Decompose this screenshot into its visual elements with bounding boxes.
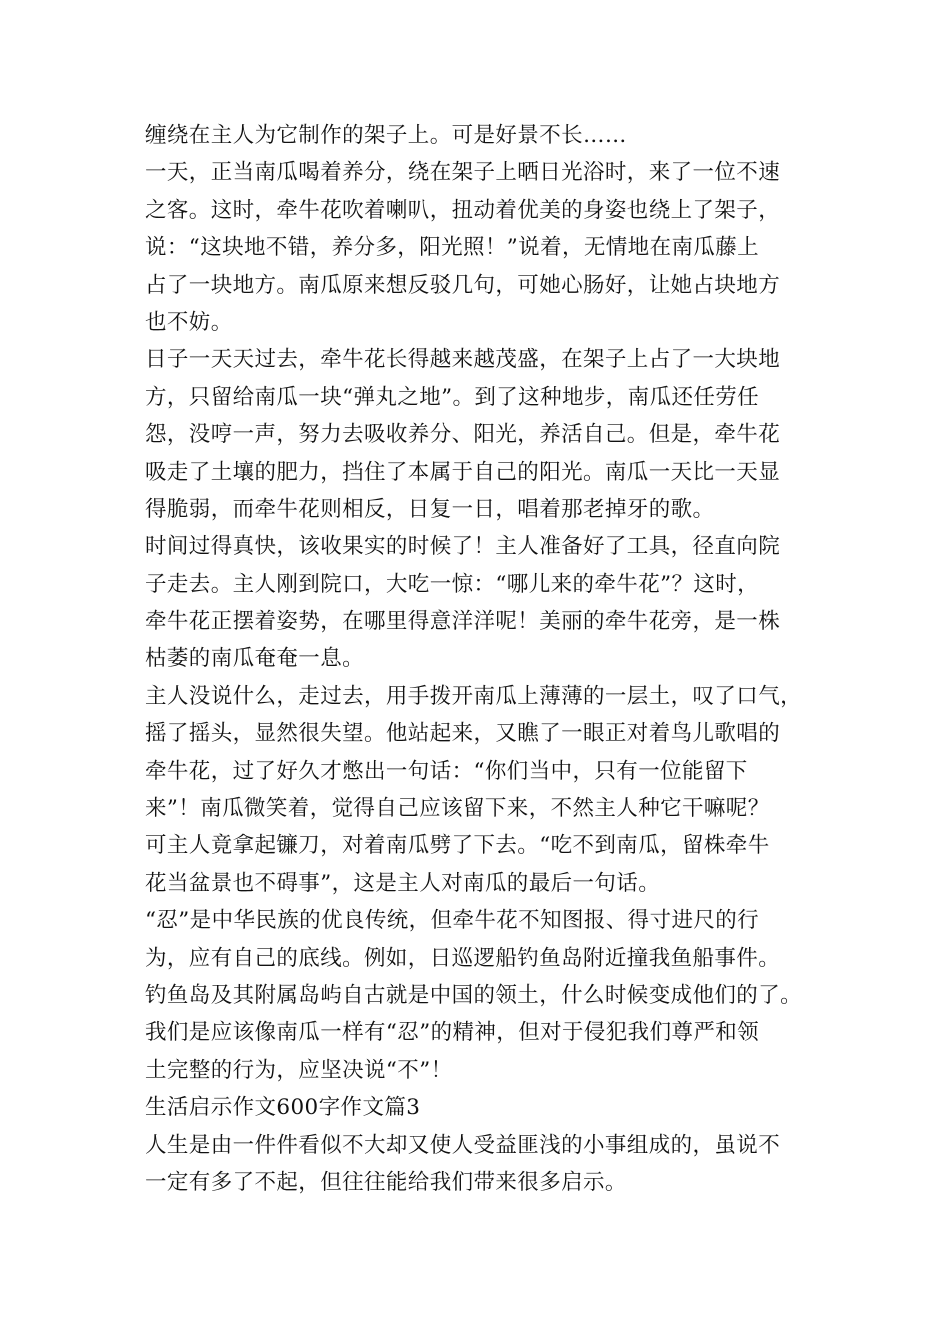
text-line: 之客。这时，牵牛花吹着喇叭，扭动着优美的身姿也绕上了架子， [145,197,781,223]
text-line: “忍”是中华民族的优良传统，但牵牛花不知图报、得寸进尺的行 [145,908,760,934]
text-line: 枯萎的南瓜奄奄一息。 [145,646,365,672]
text-line: 土完整的行为，应坚决说“不”！ [145,1057,453,1083]
text-line: 时间过得真快，该收果实的时候了！主人准备好了工具，径直向院 [145,534,781,560]
text-line: 一天，正当南瓜喝着养分，绕在架子上晒日光浴时，来了一位不速 [145,160,781,186]
text-line: 方，只留给南瓜一块“弹丸之地”。到了这种地步，南瓜还任劳任 [145,384,760,410]
text-line: 缠绕在主人为它制作的架子上。可是好景不长…… [145,123,627,148]
text-line: 人生是由一件件看似不大却又使人受益匪浅的小事组成的，虽说不 [145,1132,781,1158]
text-line: 来”！南瓜微笑着，觉得自己应该留下来，不然主人种它干嘛呢？ [145,796,770,822]
text-line: 一定有多了不起，但往往能给我们带来很多启示。 [145,1169,627,1195]
text-line: 主人没说什么，走过去，用手拨开南瓜上薄薄的一层土，叹了口气， [145,683,803,709]
text-line: 吸走了土壤的肥力，挡住了本属于自己的阳光。南瓜一天比一天显 [145,459,781,485]
text-line: 我们是应该像南瓜一样有“忍”的精神，但对于侵犯我们尊严和领 [145,1020,760,1046]
text-line: 日子一天天过去，牵牛花长得越来越茂盛，在架子上占了一大块地 [145,347,781,373]
text-line: 也不妨。 [145,309,233,335]
text-line: 说：“这块地不错，养分多，阳光照！”说着，无情地在南瓜藤上 [145,235,760,261]
section-heading: 生活启示作文600字作文篇3 [145,1095,421,1121]
text-line: 钓鱼岛及其附属岛屿自古就是中国的领土，什么时候变成他们的了。 [145,982,803,1008]
text-line: 牵牛花正摆着姿势，在哪里得意洋洋呢！美丽的牵牛花旁，是一株 [145,609,781,635]
text-line: 花当盆景也不碍事”，这是主人对南瓜的最后一句话。 [145,870,661,896]
text-line: 摇了摇头，显然很失望。他站起来，又瞧了一眼正对着鸟儿歌唱的 [145,721,781,747]
text-line: 为，应有自己的底线。例如，日巡逻船钓鱼岛附近撞我鱼船事件。 [145,945,781,971]
text-line: 怨，没哼一声，努力去吸收养分、阳光，养活自己。但是，牵牛花 [145,422,781,448]
text-line: 占了一块地方。南瓜原来想反驳几句，可她心肠好，让她占块地方 [145,272,781,298]
text-line: 牵牛花，过了好久才憋出一句话：“你们当中，只有一位能留下 [145,758,748,784]
text-line: 得脆弱，而牵牛花则相反，日复一日，唱着那老掉牙的歌。 [145,496,715,522]
text-line: 可主人竟拿起镰刀，对着南瓜劈了下去。“吃不到南瓜，留株牵牛 [145,833,770,859]
text-line: 子走去。主人刚到院口，大吃一惊：“哪儿来的牵牛花”？这时， [145,571,760,597]
body-text [145,117,835,1201]
